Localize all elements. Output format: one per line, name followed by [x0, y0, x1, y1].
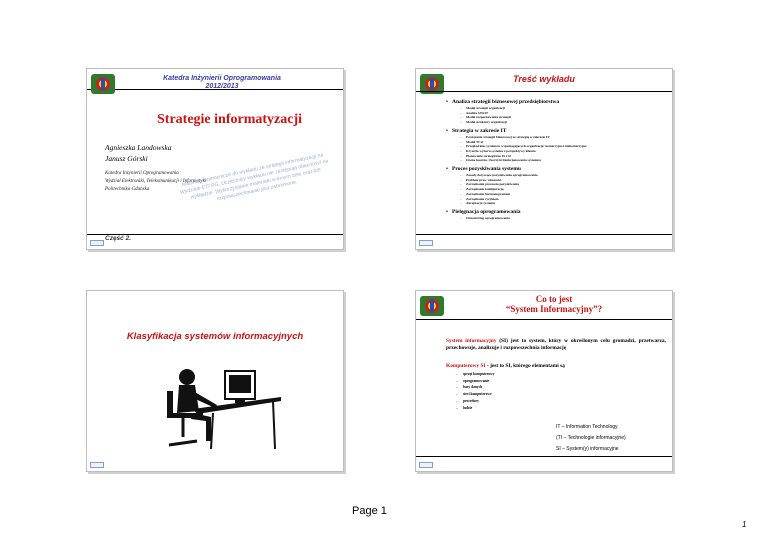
- list-item: – oprogramowanie: [456, 378, 495, 385]
- list-item: – Analiza SWOT: [460, 111, 668, 116]
- slide-title-text: Strategie informatyzacji: [157, 112, 302, 127]
- list-item: – sieci komputerowe: [456, 391, 495, 398]
- list-item: – Zarządzanie konfiguracją: [460, 187, 668, 192]
- list-item: – Zasady dotyczące pozyskiwania oprogramowania: [460, 173, 668, 178]
- slide-number-box: [419, 240, 433, 246]
- list-item: – Zarządzanie harmonogramem: [460, 192, 668, 197]
- agenda-subitems: [446, 216, 668, 221]
- slide-section-classification: [86, 290, 344, 472]
- divider: [87, 234, 343, 235]
- divider: [416, 319, 672, 320]
- divider: [416, 234, 672, 235]
- abbreviation-line: IT – Information Technology: [556, 424, 618, 430]
- affiliation-line: Wydział Elektroniki, Telekomunikacji i Informatyki: [105, 179, 207, 184]
- list-item: – Kryteria wyboru systemu z perspektywy klienta: [460, 149, 668, 154]
- list-item: – sprzęt komputerowy: [456, 371, 495, 378]
- list-item: – Outsourcing oprogramowania: [460, 216, 668, 221]
- list-item: – Zarządzanie procesem pozyskiwania: [460, 182, 668, 187]
- department-name: Katedra Inżynierii Oprogramowania: [163, 75, 281, 82]
- definition-text: (SI) jest to system, który w określonym celu gromadzi, przetwarza, przechowuje, analizuje i rozpowszechnia informację: [446, 338, 666, 351]
- authors: [105, 142, 171, 164]
- list-item: – Problem praw własności: [460, 178, 668, 183]
- slide-number-box: [90, 462, 104, 468]
- list-item: – Akceptacja systemu: [460, 201, 668, 206]
- abbreviation-line: (TI – Technologie informacyjne): [556, 435, 626, 441]
- slide-title-text: [436, 294, 672, 314]
- slide-number-box: [90, 240, 104, 246]
- slide-agenda: [415, 68, 673, 250]
- list-item: – Planowanie strategiczne IS i SI: [460, 154, 668, 159]
- components-intro: [446, 363, 565, 370]
- agenda-subitems: [446, 106, 668, 125]
- affiliation-line: Politechnika Gdańska: [105, 187, 150, 192]
- divider: [416, 456, 672, 457]
- list-item: – procedury: [456, 398, 495, 405]
- agenda-section-heading: • Pielęgnacja oprogramowania: [446, 209, 668, 216]
- agenda-section-heading: • Analiza strategii biznesowej przedsiębiorstwa: [446, 99, 668, 106]
- department-header: [147, 75, 297, 91]
- agenda-subitems: [446, 173, 668, 206]
- affiliation-line: Katedra Inżynierii Oprogramowania: [105, 171, 179, 176]
- list-item: – Model struktury organizacji: [460, 120, 668, 125]
- definition-term: System informacyjny: [446, 338, 497, 344]
- page-number: 1: [742, 520, 747, 529]
- divider: [416, 91, 672, 92]
- agenda-subitems: [446, 135, 668, 163]
- title-line: Co to jest: [535, 294, 573, 304]
- author: Janusz Górski: [105, 154, 148, 163]
- agenda-list: [446, 99, 668, 224]
- list-item: – Przegląd klas systemów wspomagających organizację: komercyjne i niekomercyjne: [460, 144, 668, 149]
- author: Agnieszka Landowska: [105, 143, 172, 152]
- abbreviation-line: SI – System(y) informacyjne: [556, 446, 619, 452]
- slide-title-text: Klasyfikacja systemów informacyjnych: [126, 331, 304, 342]
- watermark-text: Materiały pomocnicze do wykładu ze strategii informatyzacji na Wydziale ETI PG. Uczestnicy wykładu nie zastępują obecności na wykładzie. Wykorzystanie materiału w innym celu oraz ich rozpowszechnianie jest zabronione.: [179, 152, 329, 203]
- slide-title-text: Treść wykładu: [513, 74, 575, 84]
- computer-user-clipart-icon: [153, 357, 283, 453]
- components-text: - jest to SI, którego elementami są: [485, 363, 565, 369]
- abbreviations: [556, 422, 626, 455]
- slide-what-is-si: [415, 290, 673, 472]
- page-label: Page 1: [352, 505, 387, 517]
- academic-year: 2012/2013: [205, 83, 239, 90]
- list-item: – Model rozpoznawania strategii: [460, 115, 668, 120]
- list-item: – Powiązanie strategii biznesowej ze strategią w zakresie IT: [460, 135, 668, 140]
- agenda-section-heading: • Strategia w zakresie IT: [446, 128, 668, 135]
- slide-number-box: [419, 462, 433, 468]
- university-crest-icon: [90, 72, 116, 96]
- list-item: – Model strategii organizacji: [460, 106, 668, 111]
- list-item: – Model TCO: [460, 140, 668, 145]
- agenda-section-heading: • Proces pozyskiwania systemu: [446, 166, 668, 173]
- list-item: – Zarządzanie ryzykiem: [460, 197, 668, 202]
- title-line: “System Informacyjny”?: [505, 304, 603, 314]
- list-item: – ludzie: [456, 405, 495, 412]
- part-label: Część 2.: [105, 235, 132, 242]
- components-term: Komputerowy SI: [446, 363, 486, 369]
- list-item: – Ocena kosztów i korzyści funkcjonowania systemów: [460, 158, 668, 163]
- definition-paragraph: [446, 338, 666, 352]
- list-item: – bazy danych: [456, 384, 495, 391]
- components-list: [456, 371, 495, 411]
- slide-title: [86, 68, 344, 250]
